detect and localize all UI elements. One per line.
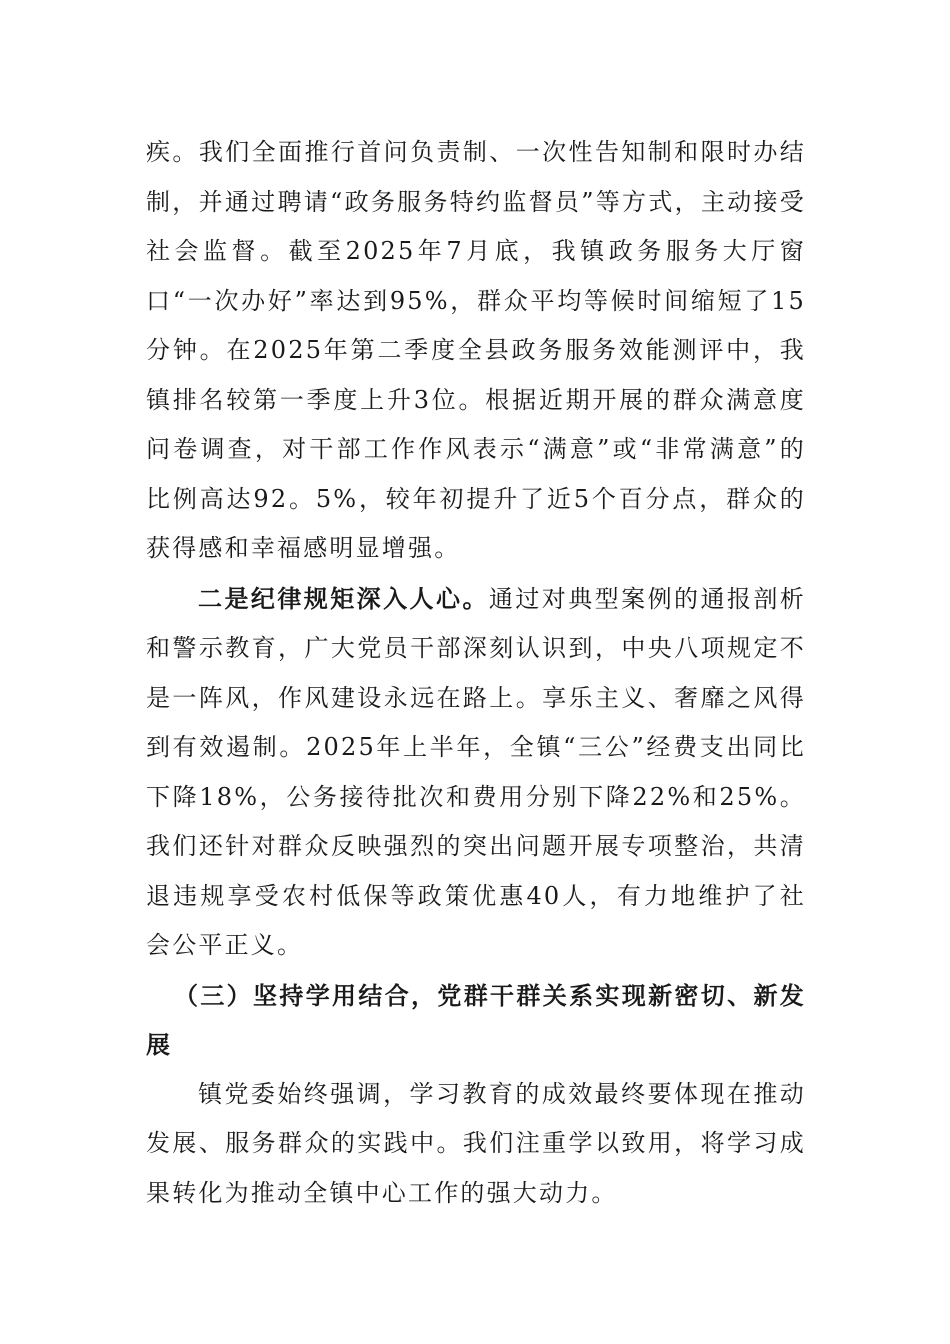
section-heading-three: （三）坚持学用结合，党群干群关系实现新密切、新发展 <box>146 980 806 1059</box>
paragraph-discipline-lead: 二是纪律规矩深入人心。 <box>198 583 489 613</box>
paragraph-service-efficiency: 疾。我们全面推行首问负责制、一次性告知制和限时办结制，并通过聘请“政务服务特约监督员”等方式，主动接受社会监督。截至2025年7月底，我镇政务服务大厅窗口“一次办好”率达到95%，群众平均等候时间缩短了15分钟。在2025年第二季度全县政务服务效能测评中，我镇排名较第一季度上升3位。根据近期开展的群众满意度问卷调查，对干部工作作风表示“满意”或“非常满意”的比例高达92。5%，较年初提升了近5个百分点，群众的获得感和幸福感明显增强。 <box>146 138 806 562</box>
paragraph-discipline-body: 通过对典型案例的通报剖析和警示教育，广大党员干部深刻认识到，中央八项规定不是一阵风，作风建设永远在路上。享乐主义、奢靡之风得到有效遏制。2025年上半年，全镇“三公”经费支出同比下降18%，公务接待批次和费用分别下降22%和25%。我们还针对群众反映强烈的突出问题开展专项整治，共清退违规享受农村低保等政策优惠40人，有力地维护了社会公平正义。 <box>146 584 807 959</box>
document-body <box>146 128 806 1218</box>
paragraph-discipline <box>146 574 806 971</box>
paragraph-learning-application: 镇党委始终强调，学习教育的成效最终要体现在推动发展、服务群众的实践中。我们注重学以致用，将学习成果转化为推动全镇中心工作的强大动力。 <box>146 1079 806 1207</box>
